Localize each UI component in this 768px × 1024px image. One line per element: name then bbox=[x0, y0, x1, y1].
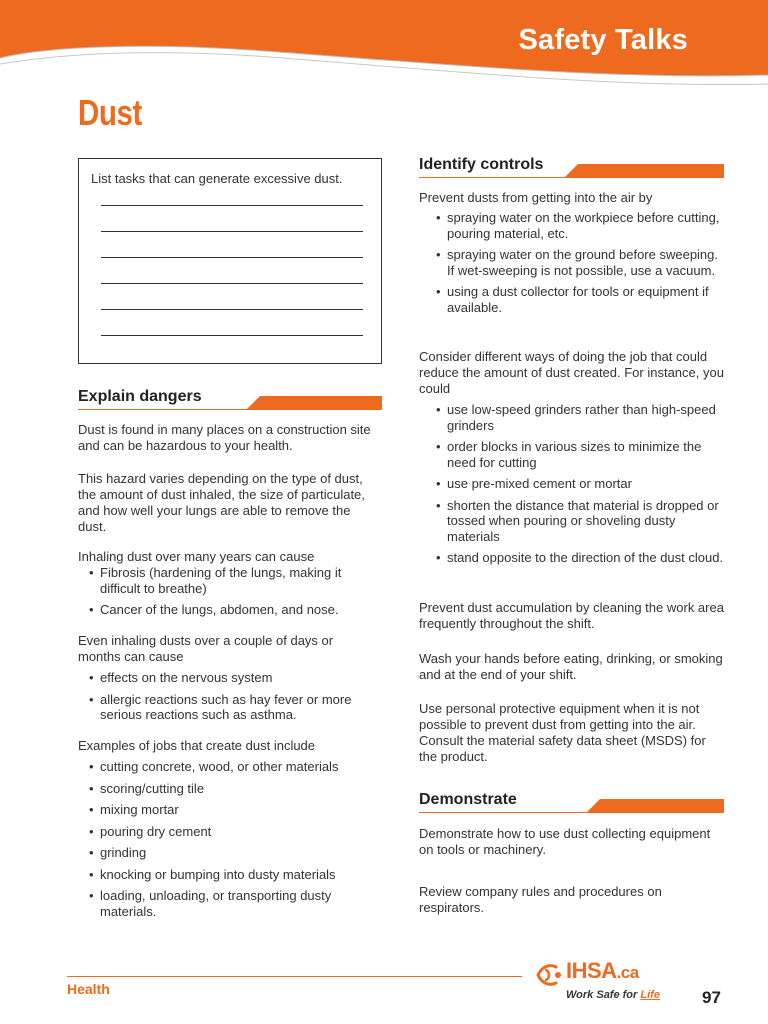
list-item: • Cancer of the lungs, abdomen, and nose. bbox=[89, 602, 379, 618]
identify-controls-heading bbox=[419, 156, 724, 180]
heading-rule bbox=[419, 812, 724, 813]
heading-tab bbox=[586, 799, 724, 813]
paragraph: Prevent dust accumulation by cleaning the work area frequently throughout the shift. bbox=[419, 600, 724, 631]
list-item: • mixing mortar bbox=[89, 802, 379, 818]
paragraph: Inhaling dust over many years can cause bbox=[78, 549, 315, 564]
header-title: Safety Talks bbox=[518, 24, 688, 56]
heading-rule bbox=[78, 409, 382, 410]
section-heading-label: Demonstrate bbox=[419, 791, 517, 808]
heading-rule bbox=[419, 177, 724, 178]
list-item: • spraying water on the workpiece before cutting, pouring material, etc. bbox=[436, 210, 728, 241]
list-item: • scoring/cutting tile bbox=[89, 781, 379, 797]
bullet-list-jobs bbox=[89, 759, 379, 925]
paragraph: Dust is found in many places on a construction site and can be hazardous to your health. bbox=[78, 422, 371, 453]
paragraph: Use personal protective equipment when it is not possible to prevent dust from getting into the air. Consult the material safety data sheet (MSDS) for the product. bbox=[419, 701, 706, 764]
list-item: • use low-speed grinders rather than high-speed grinders bbox=[436, 402, 728, 433]
blank-line[interactable] bbox=[101, 257, 363, 258]
list-item: • grinding bbox=[89, 845, 379, 861]
paragraph: This hazard varies depending on the type of dust, the amount of dust inhaled, the size of particulate, and how well your lungs are able to remove the dust. bbox=[78, 471, 365, 534]
list-item: • stand opposite to the direction of the dust cloud. bbox=[436, 550, 728, 566]
section-heading-label: Explain dangers bbox=[78, 388, 202, 405]
bullet-list-long-term bbox=[89, 565, 379, 624]
list-item: • loading, unloading, or transporting dusty materials. bbox=[89, 888, 379, 919]
footer-rule bbox=[67, 976, 522, 977]
ihsa-logo-icon bbox=[532, 960, 564, 990]
section-heading-label: Identify controls bbox=[419, 156, 544, 173]
bullet-list-short-term bbox=[89, 670, 379, 729]
ihsa-logo[interactable] bbox=[530, 958, 670, 1010]
list-item: • Fibrosis (hardening of the lungs, making it difficult to breathe) bbox=[89, 565, 379, 596]
demonstrate-heading bbox=[419, 791, 724, 815]
blank-line[interactable] bbox=[101, 205, 363, 206]
task-prompt: List tasks that can generate excessive dust. bbox=[91, 171, 343, 186]
explain-dangers-heading bbox=[78, 388, 382, 412]
paragraph: Demonstrate how to use dust collecting equipment on tools or machinery. bbox=[419, 826, 711, 857]
blank-line[interactable] bbox=[101, 231, 363, 232]
logo-wordmark: IHSA.ca bbox=[566, 958, 639, 983]
paragraph: Wash your hands before eating, drinking, or smoking and at the end of your shift. bbox=[419, 651, 723, 682]
list-item: • allergic reactions such as hay fever or more serious reactions such as asthma. bbox=[89, 692, 379, 723]
list-item: • order blocks in various sizes to minimize the need for cutting bbox=[436, 439, 728, 470]
paragraph: Consider different ways of doing the job that could reduce the amount of dust created. For instance, you could bbox=[419, 349, 724, 396]
paragraph: Review company rules and procedures on respirators. bbox=[419, 884, 662, 915]
blank-line[interactable] bbox=[101, 283, 363, 284]
list-item: • effects on the nervous system bbox=[89, 670, 379, 686]
logo-tagline: Work Safe for Life bbox=[566, 989, 660, 1001]
paragraph: Even inhaling dusts over a couple of days or months can cause bbox=[78, 633, 334, 664]
list-item: • knocking or bumping into dusty materials bbox=[89, 867, 379, 883]
bullet-list-ways bbox=[436, 402, 728, 572]
page-title: Dust bbox=[78, 92, 142, 133]
blank-line[interactable] bbox=[101, 309, 363, 310]
list-item: • pouring dry cement bbox=[89, 824, 379, 840]
paragraph: Prevent dusts from getting into the air by bbox=[419, 190, 653, 205]
heading-tab bbox=[564, 164, 724, 178]
heading-tab bbox=[246, 396, 382, 410]
list-item: • spraying water on the ground before sweeping. If wet-sweeping is not possible, use a vacuum. bbox=[436, 247, 728, 278]
blank-line[interactable] bbox=[101, 335, 363, 336]
paragraph: Examples of jobs that create dust include bbox=[78, 738, 316, 753]
page-number: 97 bbox=[702, 988, 721, 1007]
list-item: • shorten the distance that material is dropped or tossed when pouring or shoveling dusty materials bbox=[436, 498, 728, 545]
footer-section-label: Health bbox=[67, 981, 110, 997]
list-item: • use pre-mixed cement or mortar bbox=[436, 476, 728, 492]
list-item: • cutting concrete, wood, or other materials bbox=[89, 759, 379, 775]
list-item: • using a dust collector for tools or equipment if available. bbox=[436, 284, 728, 315]
task-list-box bbox=[78, 158, 382, 364]
bullet-list-prevent bbox=[436, 210, 728, 321]
